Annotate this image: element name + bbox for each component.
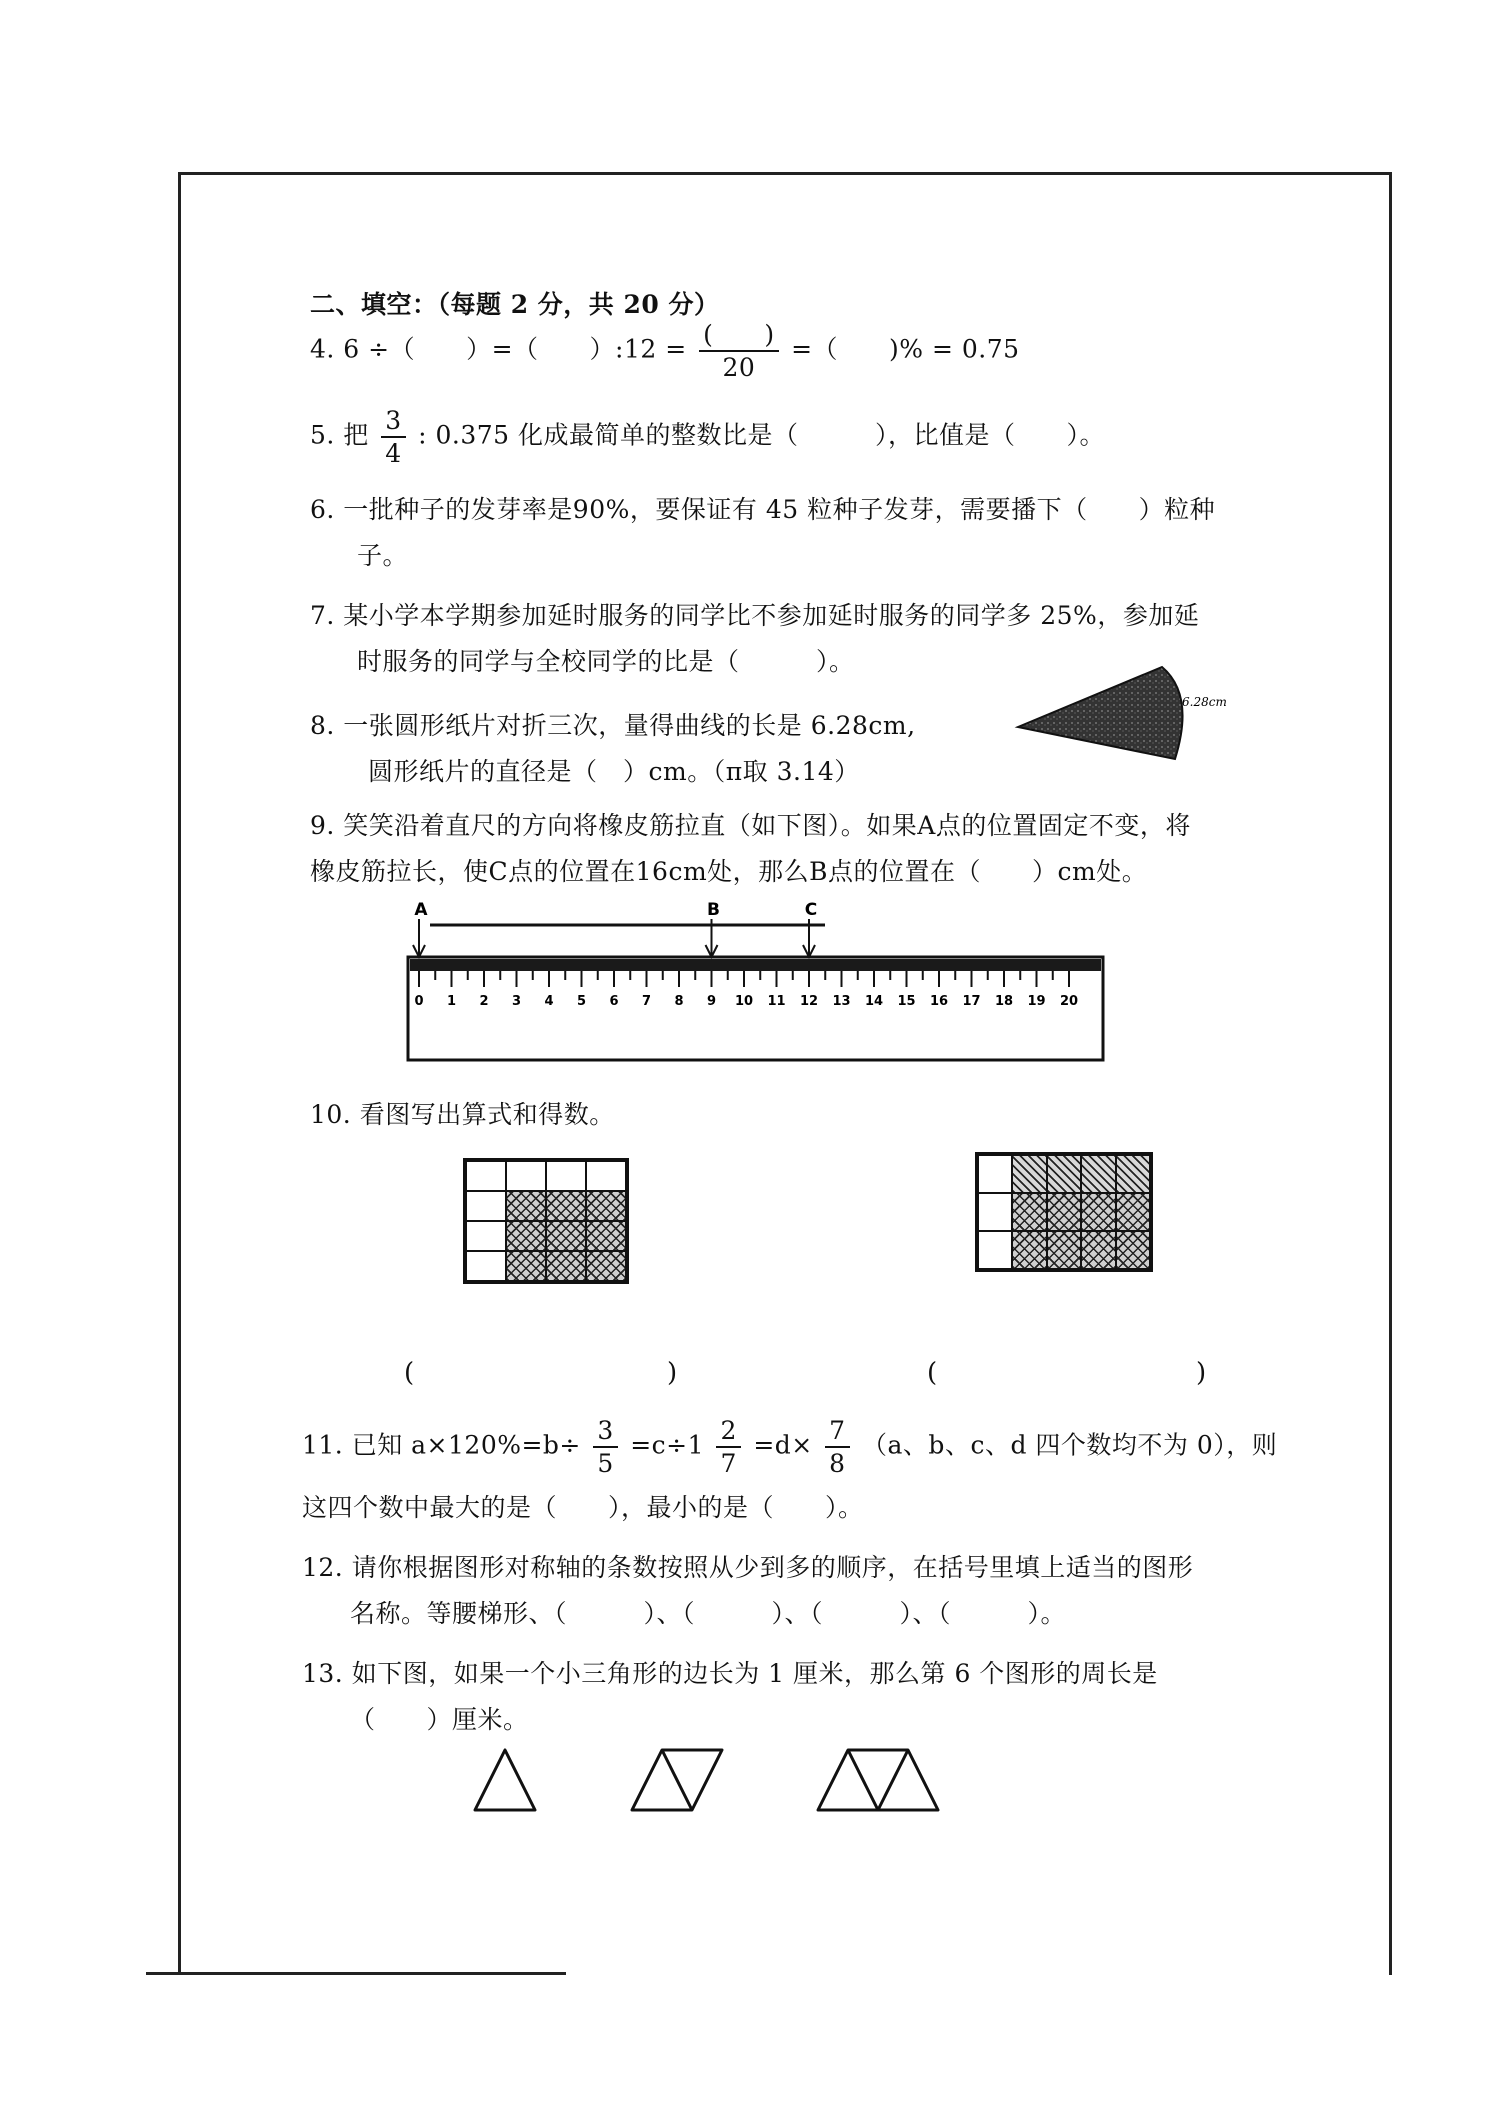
grid-cell (1012, 1193, 1046, 1231)
ruler-tick-label: 6 (609, 994, 619, 1009)
question-7-line1: 7. 某小学本学期参加延时服务的同学比不参加延时服务的同学多 25%，参加延 (310, 601, 1200, 630)
question-13-line2: （ ）厘米。 (350, 1705, 529, 1734)
point-label-b: B (707, 900, 720, 920)
q5-suffix: : 0.375 化成最简单的整数比是（ ），比值是（ ）。 (418, 420, 1106, 450)
grid-cell (1116, 1231, 1150, 1269)
triangle-sequence-figure (470, 1740, 990, 1816)
grid-cell (978, 1155, 1012, 1193)
q10-answer-right-close: ) (1196, 1358, 1207, 1388)
paper-sector-figure (1010, 655, 1270, 775)
q11-mid2: =d× (753, 1430, 813, 1460)
ruler-tick-label: 18 (994, 994, 1014, 1009)
question-9-line2: 橡皮筋拉长，使C点的位置在16cm处，那么B点的位置在（ ）cm处。 (310, 857, 1148, 886)
question-6-line1: 6. 一批种子的发芽率是90%，要保证有 45 粒种子发芽，需要播下（ ）粒种 (310, 495, 1216, 524)
q4-frac-num: ( ) (699, 322, 779, 352)
grid-cell (978, 1193, 1012, 1231)
grid-cell (506, 1191, 546, 1221)
ruler-tick-label: 9 (706, 994, 717, 1009)
ruler-top-band (410, 959, 1101, 971)
q11-f2-num: 2 (716, 1418, 740, 1448)
q11-fraction-2 (716, 1418, 740, 1476)
triangle-figure-3-outline (818, 1750, 938, 1810)
question-7-line2: 时服务的同学与全校同学的比是（ ）。 (357, 647, 855, 676)
triangle-figure-2-divider (662, 1750, 692, 1810)
grid-cell (506, 1221, 546, 1251)
ruler-tick-label: 15 (897, 994, 916, 1009)
question-12-line2: 名称。等腰梯形、（ ）、（ ）、（ ）、（ ）。 (350, 1599, 1067, 1628)
question-11-line1 (302, 1418, 1277, 1476)
question-6-line2: 子。 (357, 541, 409, 570)
q11-fraction-1 (593, 1418, 617, 1476)
grid-cell (586, 1221, 626, 1251)
ruler-tick-label: 10 (734, 994, 754, 1009)
grid-cell (1012, 1155, 1046, 1193)
ruler-tick-group (419, 971, 1069, 987)
ruler-tick-label: 5 (576, 994, 587, 1009)
question-13-line1: 13. 如下图，如果一个小三角形的边长为 1 厘米，那么第 6 个图形的周长是 (302, 1659, 1158, 1688)
ruler-tick-label: 12 (799, 994, 819, 1009)
grid-cell (1116, 1193, 1150, 1231)
q11-f3-num: 7 (825, 1418, 849, 1448)
question-11-line2: 这四个数中最大的是（ ），最小的是（ ）。 (302, 1493, 864, 1522)
q10-answer-right-open: ( (927, 1358, 938, 1388)
question-10-line1: 10. 看图写出算式和得数。 (310, 1100, 615, 1129)
q11-f3-den: 8 (829, 1449, 846, 1478)
grid-cell (1047, 1193, 1081, 1231)
q5-frac-num: 3 (381, 408, 405, 438)
grid-cell (1116, 1155, 1150, 1193)
section-title: 二、填空：（每题 2 分，共 20 分） (310, 290, 720, 319)
question-8-line1: 8. 一张圆形纸片对折三次，量得曲线的长是 6.28cm, (310, 711, 916, 740)
grid-cell (586, 1161, 626, 1191)
q4-frac-den: 20 (722, 353, 756, 382)
q11-mid1: =c÷1 (630, 1430, 704, 1460)
q10-answer-left-open: ( (404, 1358, 415, 1388)
ruler-tick-label: 1 (446, 994, 457, 1009)
point-label-c: C (804, 900, 818, 920)
ruler-figure (405, 895, 1110, 1070)
ruler-tick-label: 14 (864, 994, 884, 1009)
grid-cell (1081, 1155, 1115, 1193)
grid-cell (546, 1161, 586, 1191)
fraction-grid-right (975, 1152, 1153, 1272)
question-9-line1: 9. 笑笑沿着直尺的方向将橡皮筋拉直（如下图）。如果A点的位置固定不变，将 (310, 811, 1191, 840)
q4-fraction (699, 322, 779, 380)
grid-cell (506, 1161, 546, 1191)
ruler-tick-label: 2 (479, 994, 489, 1009)
q4-prefix: 4. 6 ÷（ ）=（ ）:12 = (310, 334, 687, 364)
q11-f1-num: 3 (593, 1418, 617, 1448)
grid-cell (466, 1251, 506, 1281)
grid-cell (466, 1221, 506, 1251)
grid-cell (586, 1191, 626, 1221)
ruler-tick-label: 19 (1027, 994, 1046, 1009)
q11-fraction-3 (825, 1418, 849, 1476)
ruler-tick-label: 7 (641, 994, 652, 1009)
page-frame-bottom (146, 1972, 566, 1975)
grid-cell (466, 1161, 506, 1191)
point-label-a: A (414, 900, 428, 920)
grid-cell (466, 1191, 506, 1221)
grid-cell (1047, 1155, 1081, 1193)
question-5 (310, 408, 1105, 466)
ruler-tick-label: 13 (832, 994, 851, 1009)
sector-shape (1018, 667, 1183, 759)
ruler-tick-label: 3 (511, 994, 522, 1009)
ruler-tick-label: 20 (1059, 994, 1079, 1009)
ruler-tick-label: 0 (414, 994, 424, 1009)
grid-cell (586, 1251, 626, 1281)
grid-cell (1081, 1231, 1115, 1269)
ruler-tick-label: 4 (544, 994, 554, 1009)
q5-fraction (381, 408, 405, 466)
question-8-line2: 圆形纸片的直径是（ ）cm。（π取 3.14） (368, 757, 860, 786)
q11-f1-den: 5 (597, 1449, 614, 1478)
q10-answer-left-close: ) (667, 1358, 678, 1388)
grid-cell (546, 1251, 586, 1281)
ruler-tick-label: 17 (962, 994, 981, 1009)
grid-cell (1047, 1231, 1081, 1269)
grid-cell (978, 1231, 1012, 1269)
grid-cell (546, 1221, 586, 1251)
ruler-tick-label: 8 (674, 994, 684, 1009)
ruler-label-group (414, 994, 1078, 1009)
triangle-figure-1 (475, 1750, 535, 1810)
ruler-tick-label: 11 (767, 994, 786, 1009)
q11-prefix: 11. 已知 a×120%=b÷ (302, 1430, 581, 1460)
question-12-line1: 12. 请你根据图形对称轴的条数按照从少到多的顺序，在括号里填上适当的图形 (302, 1553, 1194, 1582)
fraction-grid-left (463, 1158, 629, 1284)
grid-cell (506, 1251, 546, 1281)
q11-suffix: （a、b、c、d 四个数均不为 0），则 (862, 1430, 1278, 1460)
grid-cell (1081, 1193, 1115, 1231)
sector-length-label: 6.28cm (1182, 695, 1227, 709)
triangle-figure-3-divider-1 (848, 1750, 878, 1810)
q5-prefix: 5. 把 (310, 420, 369, 450)
q11-f2-den: 7 (720, 1449, 737, 1478)
grid-cell (546, 1191, 586, 1221)
grid-cell (1012, 1231, 1046, 1269)
triangle-figure-3-divider-2 (878, 1750, 908, 1810)
q4-suffix: =（ )% = 0.75 (791, 334, 1020, 364)
question-4 (310, 322, 1020, 380)
q5-frac-den: 4 (385, 439, 402, 468)
ruler-tick-label: 16 (929, 994, 949, 1009)
rubber-band-points (413, 900, 817, 957)
